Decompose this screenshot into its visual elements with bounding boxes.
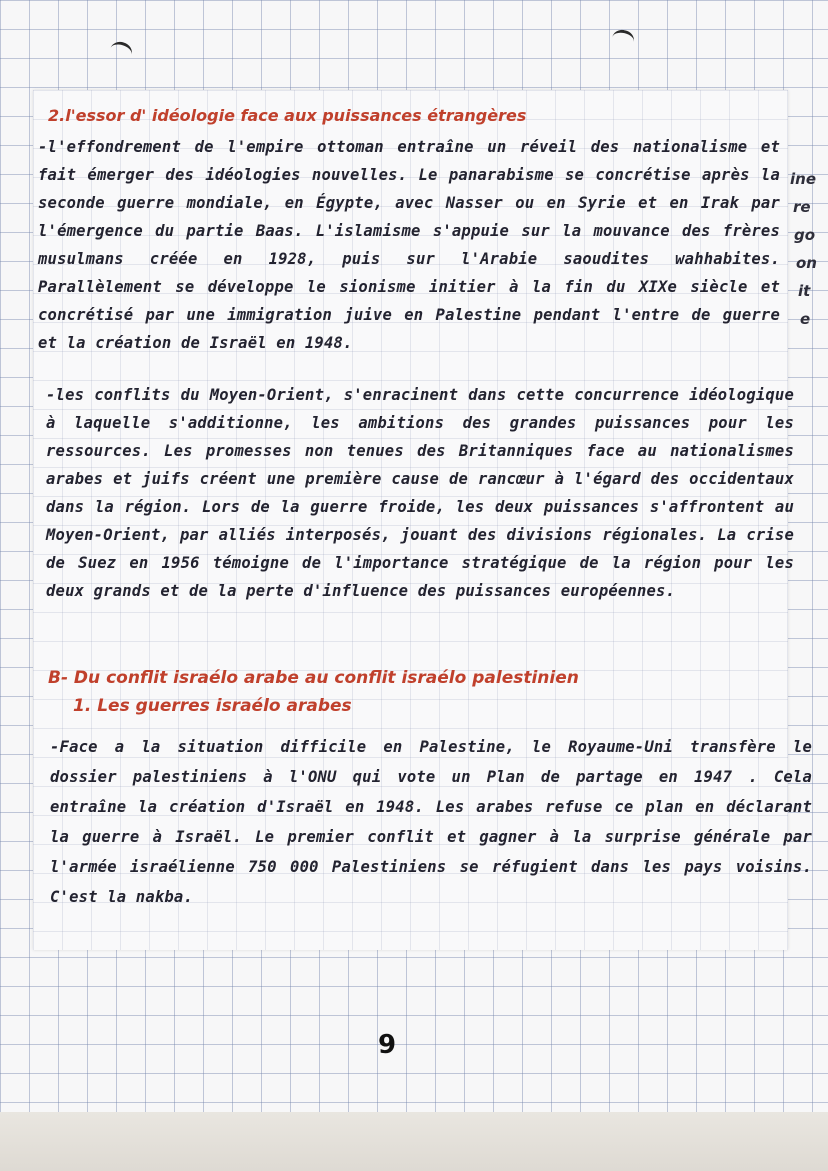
part-b-heading: B- Du conflit israélo arabe au conflit israélo palestinien xyxy=(48,668,579,688)
paragraph-conflicts: -les conflits du Moyen-Orient, s'enracinent dans cette concurrence idéologique à laquelle s'additionne, les ambitions des grandes puissances pour les ressources. Les promesses non tenues des Britanniques face au nationalismes arabes et juifs créent une première cause de rancœur à l'égard des occidentaux dans la région. Lors de la guerre froide, les deux puissances s'affrontent au Moyen-Orient, par alliés interposés, jouant des divisions régionales. La crise de Suez en 1956 témoigne de l'importance stratégique de la région pour les deux grands et de la perte d'influence des puissances européennes. xyxy=(46,386,794,600)
side-fragment: on xyxy=(796,254,817,272)
side-fragment: ine xyxy=(790,170,816,188)
paragraph-ideologies: -l'effondrement de l'empire ottoman entraîne un réveil des nationalisme et fait émerger des idéologies nouvelles. Le panarabisme se concrétise après la seconde guerre mondiale, en Égypte, avec Nasser ou en Syrie et en Irak par l'émergence du partie Baas. L'islamisme s'appuie sur la mouvance des frères musulmans créée en 1928, puis sur l'Arabie saoudites wahhabites. Parallèlement se développe le sionisme initier à la fin du XIXe siècle et concrétisé par une immigration juive en Palestine pendant l'entre de guerre et la création de Israël en 1948. xyxy=(38,138,780,352)
paragraph-arab-israeli-wars: -Face a la situation difficile en Palestine, le Royaume-Uni transfère le dossier palestiniens à l'ONU qui vote un Plan de partage en 1947 . Cela entraîne la création d'Israël en 1948. Les arabes refuse ce plan en déclarant la guerre à Israël. Le premier conflit et gagner à la surprise générale par l'armée israélienne 750 000 Palestiniens se réfugient dans les pays voisins. C'est la nakba. xyxy=(50,738,812,906)
section-heading: 2.l'essor d' idéologie face aux puissances étrangères xyxy=(48,106,527,125)
side-fragment: go xyxy=(794,226,816,244)
part-b-subheading: 1. Les guerres israélo arabes xyxy=(73,696,352,716)
side-fragment: e xyxy=(800,310,811,328)
underlying-page-fragments xyxy=(788,160,828,350)
table-surface xyxy=(0,1112,828,1171)
side-fragment: re xyxy=(793,198,811,216)
page-number: 9 xyxy=(378,1030,397,1060)
side-fragment: it xyxy=(798,282,811,300)
